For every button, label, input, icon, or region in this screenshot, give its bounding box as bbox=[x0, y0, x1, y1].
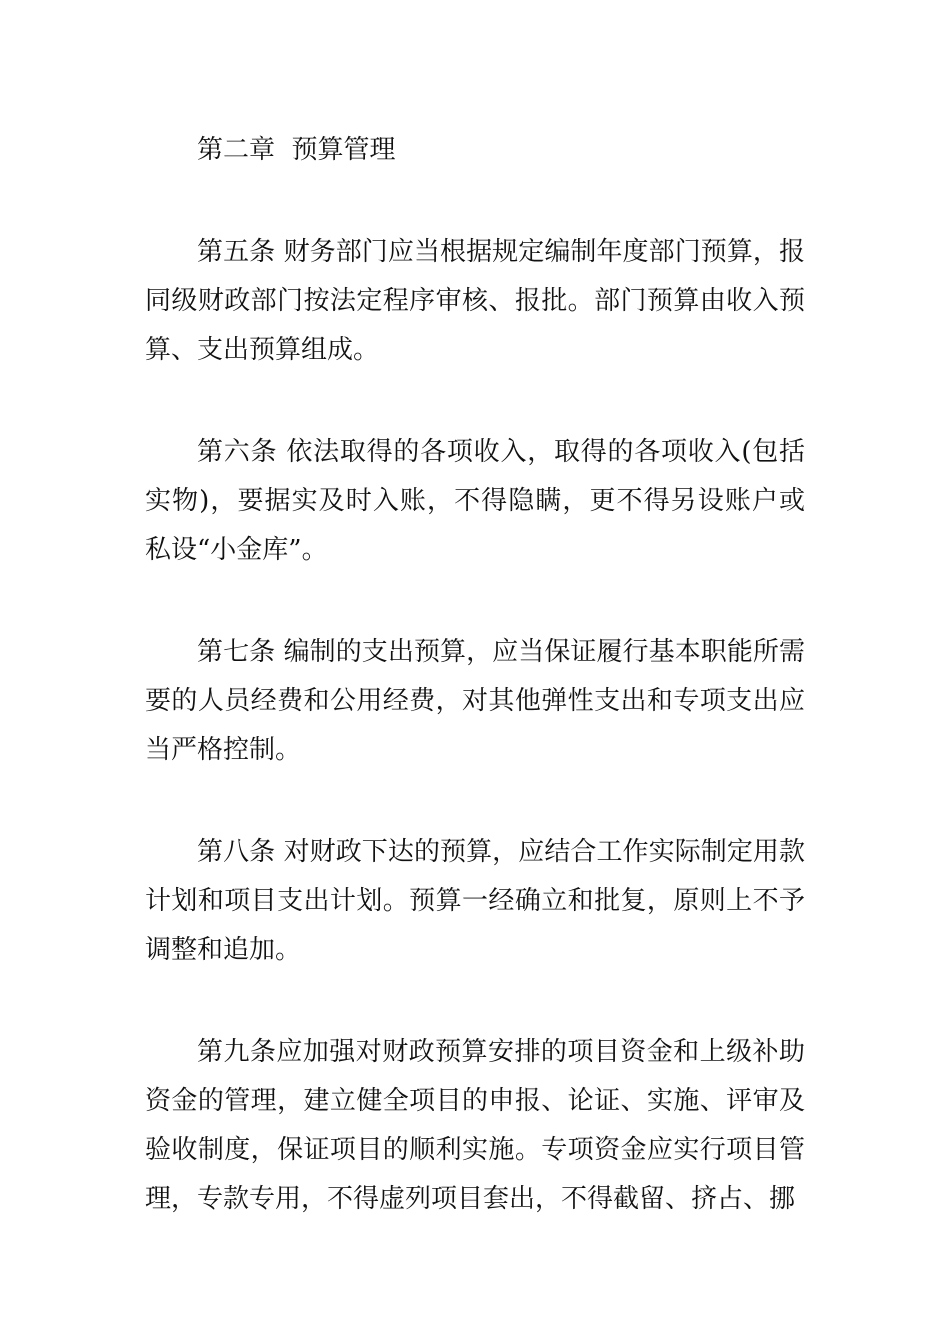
article-text: 对财政下达的预算，应结合工作实际制定用款计划和项目支出计划。预算一经确立和批复，原则上不予调整和追加。 bbox=[145, 837, 805, 965]
article-6 bbox=[145, 428, 805, 575]
article-text: 应加强对财政预算安排的项目资金和上级补助资金的管理，建立健全项目的申报、论证、实施、评审及验收制度，保证项目的顺利实施。专项资金应实行项目管理，专款专用，不得虚列项目套出，不得截留、挤占、挪 bbox=[145, 1037, 805, 1214]
article-7 bbox=[145, 628, 805, 775]
document-page bbox=[145, 126, 805, 1224]
article-number: 第九条 bbox=[197, 1037, 277, 1067]
article-5 bbox=[145, 228, 805, 375]
chapter-heading: 第二章 预算管理 bbox=[197, 135, 396, 165]
article-number: 第六条 bbox=[197, 437, 287, 467]
article-number: 第七条 bbox=[197, 637, 284, 667]
article-text: 依法取得的各项收入，取得的各项收入(包括实物)，要据实及时入账，不得隐瞒，更不得另设账户或私设“小金库”。 bbox=[145, 437, 805, 565]
article-8 bbox=[145, 828, 805, 975]
article-text: 编制的支出预算，应当保证履行基本职能所需要的人员经费和公用经费，对其他弹性支出和专项支出应当严格控制。 bbox=[145, 637, 805, 765]
article-text: 财务部门应当根据规定编制年度部门预算，报同级财政部门按法定程序审核、报批。部门预算由收入预算、支出预算组成。 bbox=[145, 237, 805, 365]
article-9 bbox=[145, 1028, 805, 1224]
article-number: 第八条 bbox=[197, 837, 284, 867]
article-number: 第五条 bbox=[197, 237, 284, 267]
